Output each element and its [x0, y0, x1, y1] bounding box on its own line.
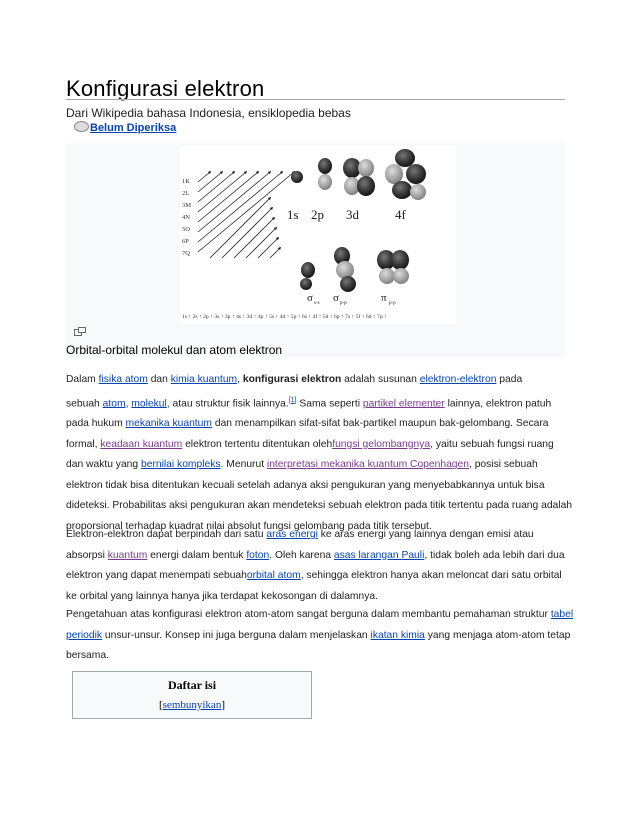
paragraph-intro: [66, 370, 573, 537]
aufbau-arrow: [198, 172, 258, 222]
figure-box: [66, 143, 565, 357]
text-run: yang menjaga atom-atom tetap: [424, 629, 571, 641]
1s-orbital: [291, 171, 303, 183]
text-run: bersama.: [66, 650, 109, 661]
3d-orbital: [343, 158, 375, 196]
toc-hide-link[interactable]: sembunyikan: [162, 699, 222, 711]
text-run: sebuah: [66, 397, 103, 409]
wiki-link[interactable]: asas larangan Pauli: [333, 549, 425, 561]
wiki-link[interactable]: atom: [102, 397, 126, 409]
text-run: Sama seperti: [296, 397, 363, 409]
wiki-link[interactable]: fisika atom: [98, 374, 148, 385]
wiki-link[interactable]: kimia kuantum: [170, 374, 238, 385]
paragraph-line: [66, 566, 566, 587]
aufbau-sequence: 1s ↑ 2s ↑ 2p ↑ 3s ↑ 3p ↑ 4s ↑ 3d ↑ 4p ↑ 5s ↑ 4d ↑ 5p ↑ 6s ↑ 4f ↑ 5d ↑ 6p ↑ 7s ↑ 5f ↑ 6d ↑ 7p ↑: [182, 314, 387, 320]
wiki-link[interactable]: aras energi: [266, 529, 318, 540]
toc-toggle-bracket: ]: [221, 699, 225, 711]
wiki-link[interactable]: periodik: [66, 629, 103, 641]
paragraph-line: [66, 414, 566, 435]
paragraph-line: [66, 391, 566, 415]
bold-term: konfigurasi elektron: [242, 374, 342, 385]
shell-label: 6P: [182, 238, 189, 245]
page-subtitle: Dari Wikipedia bahasa Indonesia, ensiklopedia bebas: [66, 106, 351, 120]
text-run: ,: [125, 397, 132, 409]
orbital-diagram-image[interactable]: [180, 146, 456, 324]
shell-labels: [182, 178, 191, 257]
paragraph-line: [66, 546, 566, 567]
text-run: absorpsi: [66, 549, 108, 561]
2p-orbital: [318, 158, 332, 174]
wiki-link[interactable]: foton: [246, 549, 270, 561]
paragraph-line: [66, 435, 566, 456]
wiki-link[interactable]: tabel: [550, 609, 574, 620]
wiki-link[interactable]: orbital atom: [246, 570, 301, 581]
svg-text:s-s: s-s: [314, 301, 320, 306]
figure-caption: Orbital-orbital molekul dan atom elektron: [66, 343, 283, 357]
wiki-link[interactable]: interpretasi mekanika kuantum Copenhagen: [266, 459, 469, 471]
paragraph-line: [66, 605, 574, 626]
svg-text:p-p: p-p: [389, 301, 396, 306]
wiki-link[interactable]: bernilai kompleks: [141, 459, 221, 471]
text-run: proporsional terhadap kuadrat nilai absolut fungsi gelombang pada titik tersebut.: [66, 520, 432, 532]
paragraph-line: [66, 626, 571, 647]
wiki-link[interactable]: kuantum: [107, 549, 148, 561]
review-status-label: Belum Diperiksa: [90, 122, 177, 134]
text-run: , sehingga elektron hanya akan meloncat dari satu orbital: [300, 570, 562, 581]
paragraph-energy-levels: [66, 525, 566, 607]
toc-toggle[interactable]: [73, 699, 311, 711]
text-run: ke aras energi yang lainnya dengan emisi atau: [317, 529, 534, 540]
aufbau-arrow: [198, 172, 294, 252]
shell-label: 7Q: [182, 250, 190, 257]
text-run: . Menurut: [220, 459, 267, 471]
text-run: Dalam: [66, 374, 99, 385]
text-run: ,: [237, 374, 243, 385]
text-run: lainnya, elektron patuh: [444, 397, 552, 409]
aufbau-arrow: [198, 172, 210, 182]
orbital-labels: [287, 207, 407, 222]
citation-link[interactable]: [1]: [288, 396, 297, 404]
paragraph-line: [66, 646, 566, 667]
text-run: elektron tertentu ditentukan oleh: [182, 438, 333, 450]
wiki-link[interactable]: ikatan kimia: [370, 629, 425, 641]
shell-label: 3M: [182, 202, 192, 209]
text-run: ke orbital yang lainnya hanya jika terdapat kekosongan di dalamnya.: [66, 590, 378, 602]
mo-labels: [307, 292, 396, 306]
text-run: , yaitu sebuah fungsi ruang: [430, 438, 554, 450]
text-run: . Oleh karena: [269, 549, 334, 561]
paragraph-line: [66, 525, 566, 546]
aufbau-arrow: [258, 238, 278, 258]
wiki-link[interactable]: elektron-elektron: [419, 374, 497, 385]
text-run: pada hukum: [66, 418, 126, 430]
toc-toggle-bracket: [: [158, 699, 163, 711]
text-run: dideteksi. Probabilitas aksi pengukuran akan mendeteksi sebuah elektron pada titik tertentu pada ruang adalah: [66, 500, 573, 512]
enlarge-icon[interactable]: [74, 327, 86, 336]
aufbau-arrow: [198, 172, 282, 242]
svg-text:3d: 3d: [346, 207, 359, 222]
table-of-contents: [72, 671, 312, 719]
shell-label: 5O: [182, 226, 190, 233]
aufbau-arrow: [246, 228, 276, 258]
svg-text:σ: σ: [333, 292, 339, 304]
title-divider: [66, 99, 565, 100]
review-flag-icon: [74, 121, 89, 132]
paragraph-line: [66, 496, 573, 517]
paragraph-line: [66, 476, 566, 497]
aufbau-arrows: [198, 172, 294, 258]
svg-text:p-p: p-p: [340, 301, 347, 306]
svg-text:4f: 4f: [395, 207, 406, 222]
wiki-link[interactable]: fungsi gelombangnya: [332, 438, 431, 450]
shell-label: 2L: [182, 190, 190, 197]
wiki-link[interactable]: partikel elementer: [362, 397, 445, 409]
text-run: energi dalam bentuk: [147, 549, 247, 561]
text-run: dan: [147, 374, 171, 385]
page-title: Konfigurasi elektron: [66, 76, 265, 101]
text-run: elektron tidak bisa ditentukan kecuali setelah adanya aksi pengukuran yang menyebabkannya untuk bisa: [66, 479, 545, 491]
svg-text:2p: 2p: [311, 207, 324, 222]
2p-orbital: [318, 174, 332, 190]
text-run: elektron yang dapat menempati sebuah: [66, 570, 247, 581]
wiki-link[interactable]: mekanika kuantum: [125, 418, 212, 430]
molecular-orbitals: [300, 247, 409, 292]
text-run: Pengetahuan atas konfigurasi elektron atom-atom sangat berguna dalam membantu pemahaman struktur: [66, 609, 551, 620]
svg-text:π: π: [381, 292, 387, 304]
shell-label: 1K: [182, 178, 190, 185]
text-run: dan menampilkan sifat-sifat bak-partikel maupun bak-gelombang. Secara: [211, 418, 549, 430]
svg-text:σ: σ: [307, 292, 313, 304]
svg-text:1s: 1s: [287, 207, 299, 222]
text-run: dan waktu yang: [66, 459, 141, 471]
paragraph-line: [66, 370, 566, 391]
atomic-orbitals: [291, 149, 426, 200]
text-run: formal,: [66, 438, 101, 450]
aufbau-arrow: [198, 172, 222, 192]
text-run: , atau struktur fisik lainnya.: [166, 397, 289, 409]
text-run: adalah susunan: [341, 374, 420, 385]
review-status-link[interactable]: [74, 121, 176, 134]
paragraph-line: [66, 587, 566, 608]
text-run: pada: [496, 374, 523, 385]
paragraph-periodic-table: [66, 605, 574, 667]
toc-title: Daftar isi: [167, 678, 217, 692]
4f-orbital: [385, 149, 426, 200]
text-run: , posisi sebuah: [468, 459, 538, 471]
aufbau-arrow: [270, 248, 280, 258]
wiki-link[interactable]: keadaan kuantum: [100, 438, 183, 450]
wiki-link[interactable]: molekul: [131, 397, 167, 409]
aufbau-arrow: [234, 218, 274, 258]
text-run: , tidak boleh ada lebih dari dua: [424, 549, 565, 561]
text-run: unsur-unsur. Konsep ini juga berguna dalam menjelaskan: [102, 629, 371, 641]
aufbau-arrow: [198, 172, 246, 212]
aufbau-arrow: [198, 172, 270, 232]
paragraph-line: [66, 455, 566, 476]
shell-label: 4N: [182, 214, 190, 221]
text-run: Elektron-elektron dapat berpindah dari satu: [66, 529, 267, 540]
